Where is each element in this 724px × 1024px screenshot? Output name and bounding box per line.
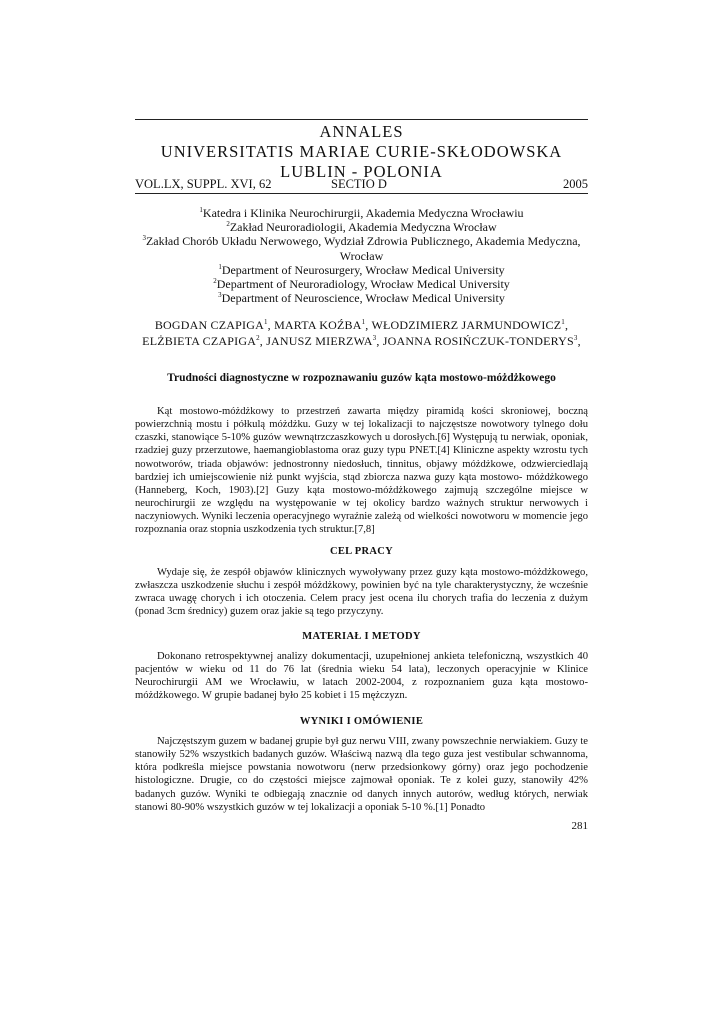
- materialy-text: Dokonano retrospektywnej analizy dokumentacji, uzupełnionej ankieta telefoniczną, wszystkich 40 pacjentów w wieku od 11 do 76 lat (średnia wieku 54 lata), leczonych operacyjnie w Klinice Neurochirurgii AM we Wrocławiu, w latach 2002-2004, z rozpoznaniem guza kąta mostowo-móżdżkowego. W grupie badanej było 25 kobiet i 15 mężczyzn.: [135, 651, 588, 702]
- journal-title-line-1: ANNALES: [319, 122, 404, 141]
- intro-text: Kąt mostowo-móżdżkowy to przestrzeń zawarta między piramidą kości skroniowej, boczną powierzchnią mostu i półkulą móżdżku. Guzy w tej lokalizacji to najczęstsze nowotwory tylnego dołu czaszki, stanowiące 5-10% guzów wewnątrzczaszkowych u dorosłych.[6] Występują tu nerwiak, oponiak, rzadziej guzy przerzutowe, haemangioblastoma oraz guzy typu PNET.[4] Kliniczne aspekty wzrostu tych nowotworów, triada objawów: jednostronny niedosłuch, tinnitus, objawy móżdżkowe, odzwierciedlają bardziej ich umiejscowienie niż punkt wyjścia, stąd zbiorcza nazwa guzy kąta mostowo- móżdżkowego (Hanneberg, Koch, 1903).[2] Guzy kąta mostowo-móżdżkowego zajmują szczególne miejsce w neurochirurgii ze względu na występowanie w tej okolicy bardzo ważnych struktur nerwowych i naczyniowych. Wyniki leczenia operacyjnego wyraźnie zależą od wielkości nowotworu w momencie jego rozpoznania oraz stopnia uszkodzenia tych struktur.[7,8]: [135, 406, 588, 536]
- affiliation-line: $^1$Department of Neurosurgery, Wrocław Medical University: [218, 262, 505, 277]
- affiliation-line: $^3$Department of Neuroscience, Wrocław Medical University: [218, 291, 505, 306]
- author-name: MARTA KOŹBA: [274, 318, 362, 332]
- year: 2005: [563, 177, 588, 191]
- authors-line-1: BOGDAN CZAPIGA$^1$, MARTA KOŹBA$^1$, WŁODZIMIERZ JARMUNDOWICZ$^1$,: [154, 318, 569, 332]
- journal-title-line-2: UNIVERSITATIS MARIAE CURIE-SKŁODOWSKA: [160, 142, 563, 161]
- wyniki-paragraph: [135, 735, 588, 814]
- author-name: BOGDAN CZAPIGA: [154, 318, 264, 332]
- section-heading-materialy: MATERIAŁ I METODY: [302, 631, 421, 642]
- journal-title-line-3: LUBLIN - POLONIA: [280, 162, 443, 181]
- author-name: JANUSZ MIERZWA: [266, 333, 373, 348]
- intro-paragraph: [135, 405, 588, 537]
- header-bottom-rule: [135, 193, 588, 194]
- header-top-rule: [135, 119, 588, 120]
- page-number: 281: [571, 820, 588, 832]
- section-heading-wyniki: WYNIKI I OMÓWIENIE: [299, 716, 424, 727]
- section-heading-cel: CEL PRACY: [329, 546, 394, 557]
- author-name: ELŻBIETA CZAPIGA: [142, 333, 257, 348]
- affiliation-line: $^1$Katedra i Klinika Neurochirurgii, Akademia Medyczna Wrocławiu: [199, 206, 524, 220]
- wyniki-text: Najczęstszym guzem w badanej grupie był guz nerwu VIII, zwany powszechnie nerwiakiem. Guzy te stanowiły 52% wszystkich badanych guzów. Właściwą nazwą dla tego guza jest vestibular schwannoma, która podkreśla miejsce powstania nowotworu (nerw przedsionkowy górny) oraz jego pochodzenie histologiczne. Drugie, co do częstości miejsce zajmował oponiak. Te z kolei guzy, stanowiły 42% badanych guzów. Wyniki te odbiegają znacznie od danych innych autorów, według których, nerwiak stanowi 80-90% wszystkich guzów w tej lokalizacji a oponiak 5-10 %.[1] Ponadto: [135, 736, 588, 813]
- author-name: WŁODZIMIERZ JARMUNDOWICZ: [371, 318, 562, 332]
- affiliations: [135, 206, 588, 305]
- section-info: SECTIO D: [331, 177, 387, 191]
- author-name: JOANNA ROSIŃCZUK-TONDERYS: [382, 333, 574, 348]
- authors-line-2: ELŻBIETA CZAPIGA$^2$, JANUSZ MIERZWA$^3$, JOANNA ROSIŃCZUK-TONDERYS$^3$,: [142, 333, 581, 348]
- materialy-paragraph: [135, 650, 588, 703]
- affiliation-line: $^2$Zakład Neuroradiologii, Akademia Medyczna Wrocław: [226, 220, 497, 235]
- volume-row: [135, 177, 588, 193]
- cel-paragraph: [135, 566, 588, 619]
- affiliation-line: $^2$Department of Neuroradiology, Wrocław Medical University: [213, 277, 510, 292]
- affiliation-line: $^3$Zakład Chorób Układu Nerwowego, Wydział Zdrowia Publicznego, Akademia Medyczna, Wrocław: [142, 234, 581, 263]
- cel-text: Wydaje się, że zespół objawów klinicznych wywoływany przez guzy kąta mostowo-móżdżkowego, zwłaszcza uszkodzenie słuchu i zespół móżdżkowy, powinien być na tyle charakterystyczny, że wcześnie zwraca uwagę chorych i ich otoczenia. Celem pracy jest ocena ilu chorych trafia do leczenia z dużym (ponad 3cm średnicy) guzem oraz jakie są tego przyczyny.: [135, 567, 588, 618]
- authors: [135, 318, 588, 349]
- paper-title: Trudności diagnostyczne w rozpoznawaniu guzów kąta mostowo-móżdżkowego: [167, 372, 556, 384]
- volume-info: VOL.LX, SUPPL. XVI, 62: [135, 177, 272, 191]
